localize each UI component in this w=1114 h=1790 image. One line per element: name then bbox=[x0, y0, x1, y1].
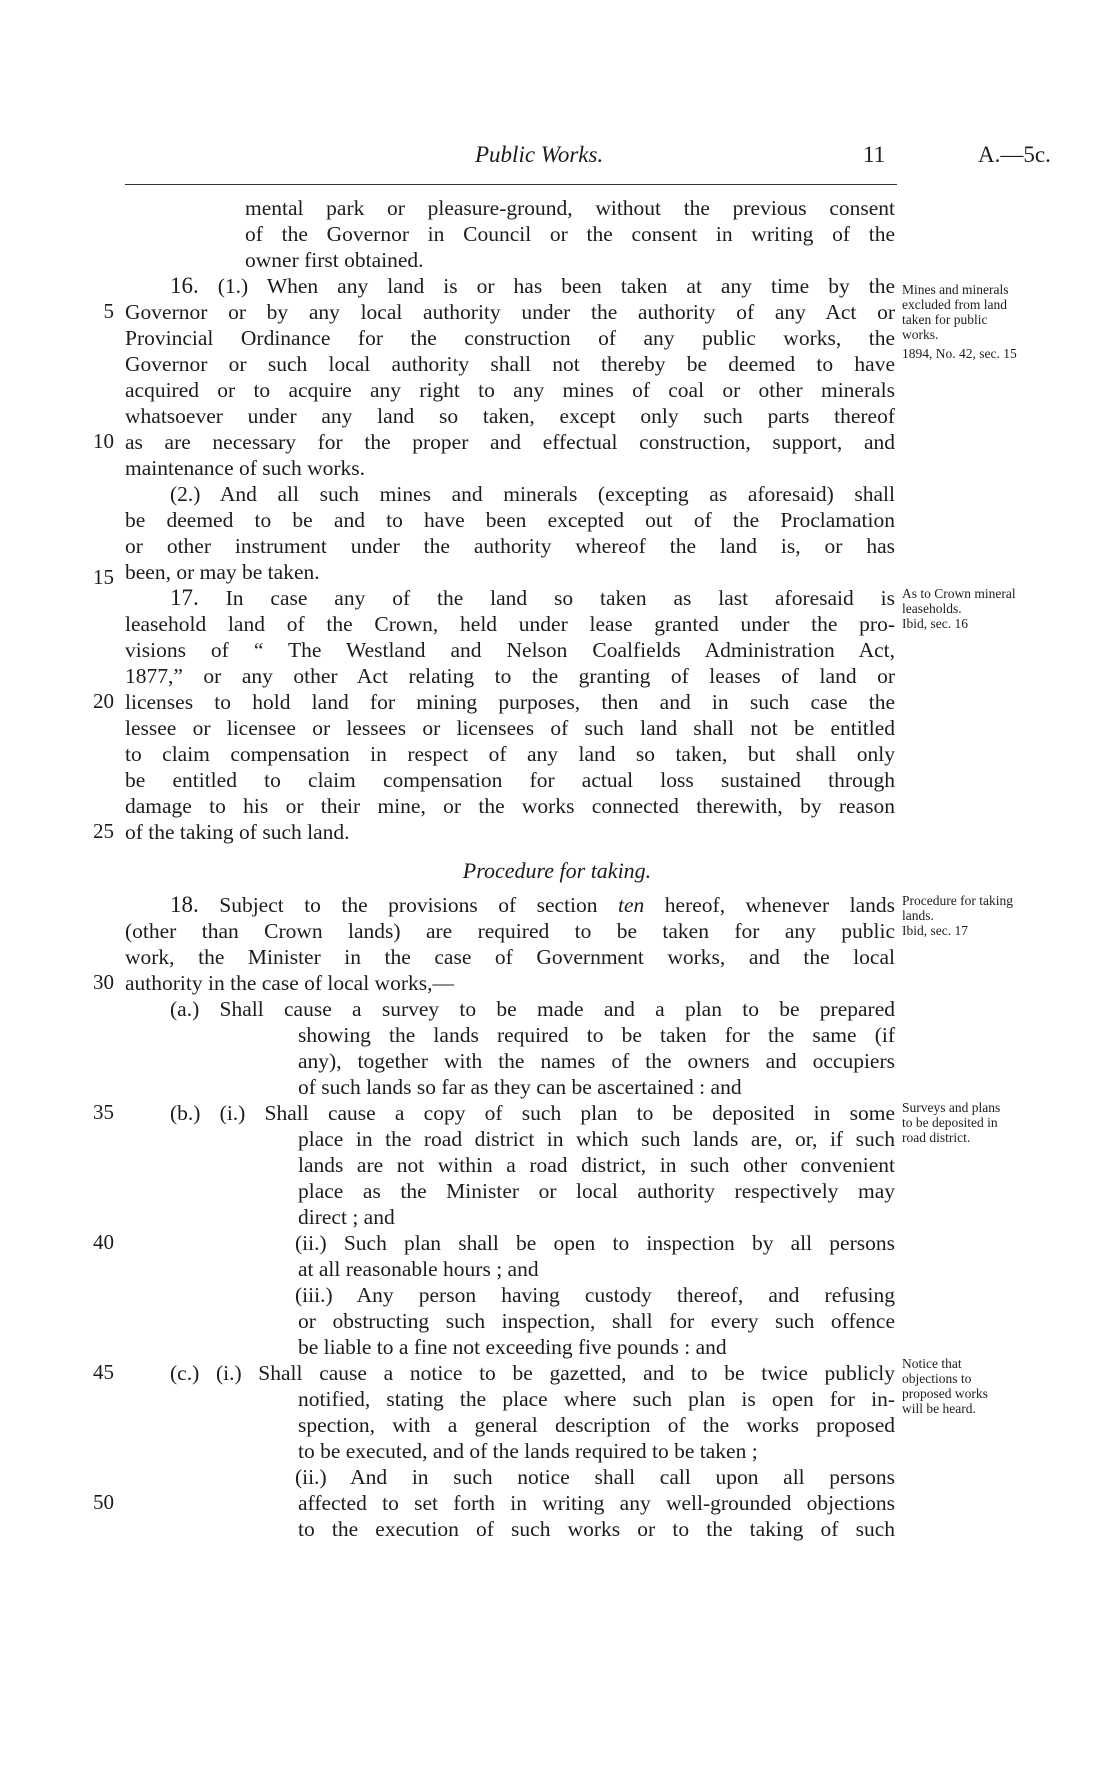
line-number: 5 bbox=[103, 299, 114, 323]
text-line: at all reasonable hours ; and bbox=[298, 1257, 539, 1281]
line-number: 30 bbox=[93, 970, 114, 994]
text-line: of the taking of such land. bbox=[125, 820, 350, 844]
text-line: (b.) (i.) Shall cause a copy of such plan to be deposited in some bbox=[170, 1101, 895, 1125]
line-number: 20 bbox=[93, 689, 114, 713]
text-line: 17. In case any of the land so taken as last aforesaid is bbox=[170, 585, 896, 610]
line-number: 15 bbox=[93, 565, 114, 589]
text-line: be deemed to be and to have been excepted out of the Proclamation bbox=[125, 508, 895, 532]
text-line: place in the road district in which such lands are, or, if such bbox=[298, 1127, 895, 1151]
text-line: mental park or pleasure-ground, without the previous consent bbox=[245, 196, 895, 220]
line-number: 45 bbox=[93, 1360, 114, 1384]
page-header bbox=[0, 142, 1114, 178]
text-line: of such lands so far as they can be ascertained : and bbox=[298, 1075, 742, 1099]
text-line: damage to his or their mine, or the works connected therewith, by reason bbox=[125, 794, 895, 818]
text-line: leasehold land of the Crown, held under lease granted under the pro- bbox=[125, 612, 895, 636]
running-title: Public Works. bbox=[475, 142, 604, 167]
line-number: 50 bbox=[93, 1490, 114, 1514]
text-line: to claim compensation in respect of any land so taken, but shall only bbox=[125, 742, 895, 766]
text-line: 16. (1.) When any land is or has been taken at any time by the bbox=[170, 273, 895, 298]
text-line: been, or may be taken. bbox=[125, 560, 320, 584]
text-line: (2.) And all such mines and minerals (excepting as aforesaid) shall bbox=[170, 482, 895, 506]
section-number: 16. bbox=[170, 273, 199, 298]
text-line: visions of “ The Westland and Nelson Coalfields Administration Act, bbox=[125, 638, 895, 662]
text-line: to be executed, and of the lands required to be taken ; bbox=[298, 1439, 758, 1463]
text-line: or obstructing such inspection, shall for every such offence bbox=[298, 1309, 895, 1333]
section-16-17-text bbox=[125, 195, 895, 845]
text-line: authority in the case of local works,— bbox=[125, 971, 454, 995]
text-line: maintenance of such works. bbox=[125, 456, 366, 480]
margin-note-crown-leaseholds: As to Crown mineral leaseholds. Ibid, sec. 16 bbox=[902, 586, 1016, 631]
section-number: 17. bbox=[170, 585, 199, 610]
text-line: to the execution of such works or to the taking of such bbox=[298, 1517, 895, 1541]
margin-note-mines: Mines and minerals excluded from land taken for public works. 1894, No. 42, sec. 15 bbox=[902, 282, 1017, 361]
margin-note-procedure: Procedure for taking lands. Ibid, sec. 17 bbox=[902, 893, 1013, 938]
margin-note-surveys: Surveys and plans to be deposited in road district. bbox=[902, 1100, 1001, 1145]
section-number: 18. bbox=[170, 892, 199, 917]
text-line: spection, with a general description of the works proposed bbox=[298, 1413, 895, 1437]
text-line: 1877,” or any other Act relating to the granting of leases of land or bbox=[125, 664, 895, 688]
text-line: as are necessary for the proper and effectual construction, support, and bbox=[125, 430, 895, 454]
text-line: lands are not within a road district, in such other convenient bbox=[298, 1153, 895, 1177]
text-line: be liable to a fine not exceeding five pounds : and bbox=[298, 1335, 727, 1359]
text-line: place as the Minister or local authority respectively may bbox=[298, 1179, 895, 1203]
line-number: 40 bbox=[93, 1230, 114, 1254]
line-number: 10 bbox=[93, 429, 114, 453]
section-heading: Procedure for taking. bbox=[462, 858, 652, 883]
text-line: whatsoever under any land so taken, except only such parts thereof bbox=[125, 404, 895, 428]
text-line: Provincial Ordinance for the construction of any public works, the bbox=[125, 326, 895, 350]
text-line: (c.) (i.) Shall cause a notice to be gazetted, and to be twice publicly bbox=[170, 1361, 896, 1385]
clause-label: (b.) bbox=[170, 1101, 201, 1125]
text-line: (iii.) Any person having custody thereof, and refusing bbox=[295, 1283, 895, 1307]
text-line: showing the lands required to be taken for the same (if bbox=[298, 1023, 895, 1047]
text-line: notified, stating the place where such plan is open for in- bbox=[298, 1387, 895, 1411]
document-reference: A.—5c. bbox=[978, 142, 1051, 167]
text-line: (ii.) And in such notice shall call upon all persons bbox=[295, 1465, 895, 1489]
text-line: 18. Subject to the provisions of section ten hereof, whenever lands bbox=[170, 892, 895, 917]
text-line: affected to set forth in writing any well-grounded objections bbox=[298, 1491, 895, 1515]
text-line: any), together with the names of the owners and occupiers bbox=[298, 1049, 895, 1073]
text-line: Governor or such local authority shall not thereby be deemed to have bbox=[125, 352, 895, 376]
section-18-text bbox=[125, 892, 895, 1542]
text-line: Governor or by any local authority under the authority of any Act or bbox=[125, 300, 895, 324]
page-number: 11 bbox=[863, 142, 886, 167]
text-line: lessee or licensee or lessees or licensees of such land shall not be entitled bbox=[125, 716, 895, 740]
text-line: (a.) Shall cause a survey to be made and a plan to be prepared bbox=[170, 997, 895, 1021]
text-line: or other instrument under the authority whereof the land is, or has bbox=[125, 534, 895, 558]
clause-label: (c.) bbox=[170, 1361, 200, 1385]
text-line: owner first obtained. bbox=[245, 248, 424, 272]
text-line: acquired or to acquire any right to any mines of coal or other minerals bbox=[125, 378, 895, 402]
line-number: 25 bbox=[93, 819, 114, 843]
text-line: be entitled to claim compensation for actual loss sustained through bbox=[125, 768, 895, 792]
line-number: 35 bbox=[93, 1100, 114, 1124]
text-line: work, the Minister in the case of Government works, and the local bbox=[125, 945, 895, 969]
text-line: of the Governor in Council or the consent in writing of the bbox=[245, 222, 895, 246]
clause-label: (a.) bbox=[170, 997, 200, 1021]
text-line: (other than Crown lands) are required to be taken for any public bbox=[125, 919, 895, 943]
margin-note-objections: Notice that objections to proposed works will be heard. bbox=[902, 1356, 988, 1416]
text-line: (ii.) Such plan shall be open to inspection by all persons bbox=[295, 1231, 895, 1255]
header-rule bbox=[125, 184, 897, 185]
text-line: direct ; and bbox=[298, 1205, 395, 1229]
text-line: licenses to hold land for mining purposes, then and in such case the bbox=[125, 690, 895, 714]
